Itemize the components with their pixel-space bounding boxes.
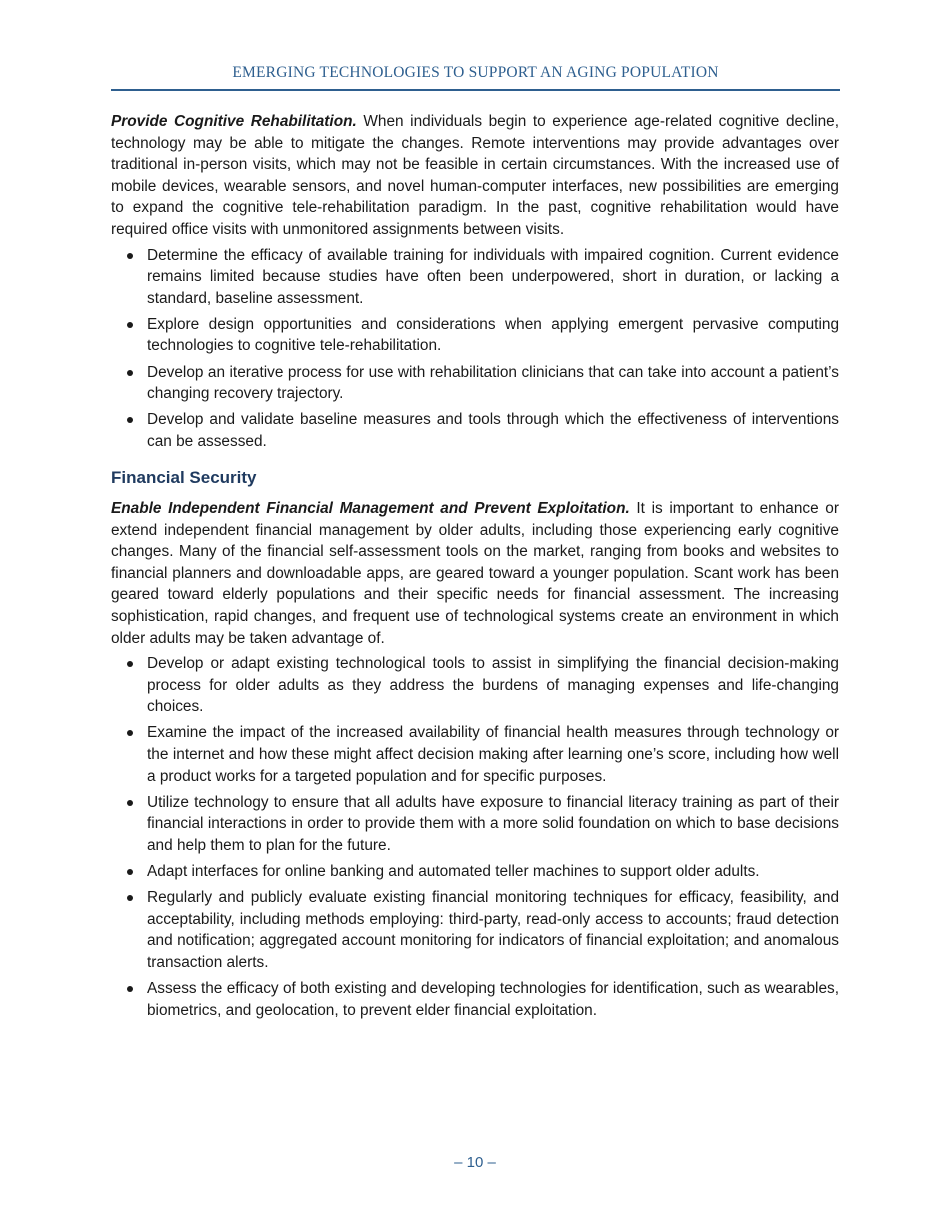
cognitive-bullet-list [111, 245, 839, 453]
section-heading-financial-security: Financial Security [111, 468, 257, 488]
list-item: Regularly and publicly evaluate existing financial monitoring techniques for efficacy, feasibility, and acceptability, including methods employing: third-party, read-only access to accounts; fraud detection and notification; aggregated account monitoring for indicators of financial exploitation; and anomalous transaction alerts. [111, 887, 839, 973]
cognitive-lead: Provide Cognitive Rehabilitation. [111, 113, 357, 130]
list-item: Develop and validate baseline measures and tools through which the effectiveness of interventions can be assessed. [111, 409, 839, 452]
financial-text: It is important to enhance or extend independent financial management by older adults, including those experiencing early cognitive changes. Many of the financial self-assessment tools on the market, ranging from books and websites to financial planners and downloadable apps, are geared toward a younger population. Scant work has been geared toward elderly populations and their specific needs for financial assessment. The increasing sophistication, rapid changes, and frequent use of technological systems create an environment in which older adults may be taken advantage of. [111, 500, 839, 647]
cognitive-text: When individuals begin to experience age-related cognitive decline, technology may be able to mitigate the changes. Remote interventions may provide advantages over traditional in-person visits, which may not be feasible in certain circumstances. With the increased use of mobile devices, wearable sensors, and novel human-computer interfaces, new possibilities are emerging to expand the cognitive tele-rehabilitation paradigm. In the past, cognitive rehabilitation would have required office visits with unmonitored assignments between visits. [111, 113, 839, 238]
list-item: Develop or adapt existing technological tools to assist in simplifying the financial decision-making process for older adults as they address the burdens of managing expenses and life-changing choices. [111, 653, 839, 718]
financial-bullet-list [111, 653, 839, 1021]
list-item: Determine the efficacy of available training for individuals with impaired cognition. Current evidence remains limited because studies have often been underpowered, short in duration, or lacking a standard, baseline assessment. [111, 245, 839, 310]
list-item: Develop an iterative process for use with rehabilitation clinicians that can take into account a patient’s changing recovery trajectory. [111, 362, 839, 405]
list-item: Adapt interfaces for online banking and automated teller machines to support older adults. [111, 861, 839, 883]
list-item: Explore design opportunities and considerations when applying emergent pervasive computing technologies to cognitive tele-rehabilitation. [111, 314, 839, 357]
page-number: – 10 – [454, 1154, 496, 1171]
list-item: Examine the impact of the increased availability of financial health measures through technology or the internet and how these might affect decision making after learning one’s score, including how well a product works for a targeted population and for specific purposes. [111, 722, 839, 787]
running-header: EMERGING TECHNOLOGIES TO SUPPORT AN AGING POPULATION [111, 64, 840, 91]
list-item: Assess the efficacy of both existing and developing technologies for identification, such as wearables, biometrics, and geolocation, to prevent elder financial exploitation. [111, 978, 839, 1021]
financial-paragraph [111, 498, 839, 649]
cognitive-paragraph [111, 111, 839, 241]
page-content [111, 111, 839, 1026]
list-item: Utilize technology to ensure that all adults have exposure to financial literacy training as part of their financial interactions in order to provide them with a more solid foundation on which to base decisions and help them to plan for the future. [111, 792, 839, 857]
financial-lead: Enable Independent Financial Management and Prevent Exploitation. [111, 500, 630, 517]
